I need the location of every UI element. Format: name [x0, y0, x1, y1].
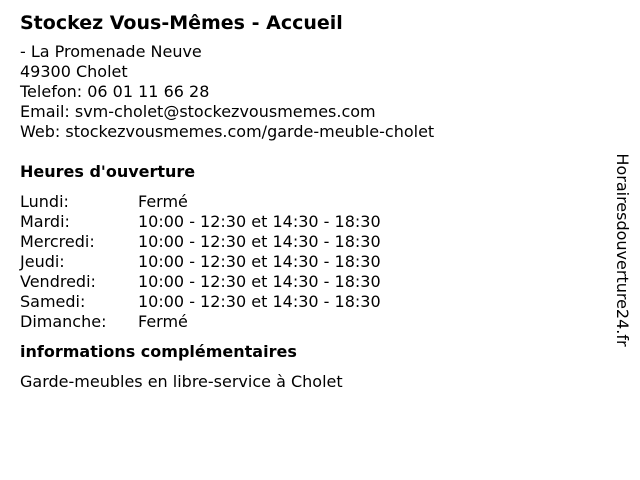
day-hours: Fermé — [138, 192, 188, 211]
page-title: Stockez Vous-Mêmes - Accueil — [20, 12, 343, 34]
address-street: - La Promenade Neuve — [20, 42, 202, 61]
brand-watermark: Horairesdouverture24.fr — [613, 153, 632, 347]
day-hours: Fermé — [138, 312, 188, 331]
hours-row-vendredi — [20, 272, 600, 292]
email-line: Email: svm-cholet@stockezvousmemes.com — [20, 102, 376, 121]
day-label: Mercredi: — [20, 232, 95, 251]
day-label: Samedi: — [20, 292, 86, 311]
day-hours: 10:00 - 12:30 et 14:30 - 18:30 — [138, 212, 381, 231]
day-hours: 10:00 - 12:30 et 14:30 - 18:30 — [138, 252, 381, 271]
day-hours: 10:00 - 12:30 et 14:30 - 18:30 — [138, 292, 381, 311]
hours-row-lundi — [20, 192, 600, 212]
day-label: Dimanche: — [20, 312, 107, 331]
day-label: Jeudi: — [20, 252, 65, 271]
day-hours: 10:00 - 12:30 et 14:30 - 18:30 — [138, 232, 381, 251]
day-hours: 10:00 - 12:30 et 14:30 - 18:30 — [138, 272, 381, 291]
hours-row-mercredi — [20, 232, 600, 252]
hours-table — [20, 192, 600, 332]
hours-row-dimanche — [20, 312, 600, 332]
hours-row-mardi — [20, 212, 600, 232]
day-label: Vendredi: — [20, 272, 96, 291]
info-text: Garde-meubles en libre-service à Cholet — [20, 372, 343, 391]
day-label: Mardi: — [20, 212, 70, 231]
web-line: Web: stockezvousmemes.com/garde-meuble-cholet — [20, 122, 435, 141]
info-heading: informations complémentaires — [20, 342, 297, 361]
phone-line: Telefon: 06 01 11 66 28 — [20, 82, 210, 101]
business-card — [20, 10, 600, 392]
hours-heading: Heures d'ouverture — [20, 162, 196, 181]
contact-block — [20, 42, 600, 142]
hours-row-jeudi — [20, 252, 600, 272]
hours-row-samedi — [20, 292, 600, 312]
address-city: 49300 Cholet — [20, 62, 128, 81]
day-label: Lundi: — [20, 192, 69, 211]
